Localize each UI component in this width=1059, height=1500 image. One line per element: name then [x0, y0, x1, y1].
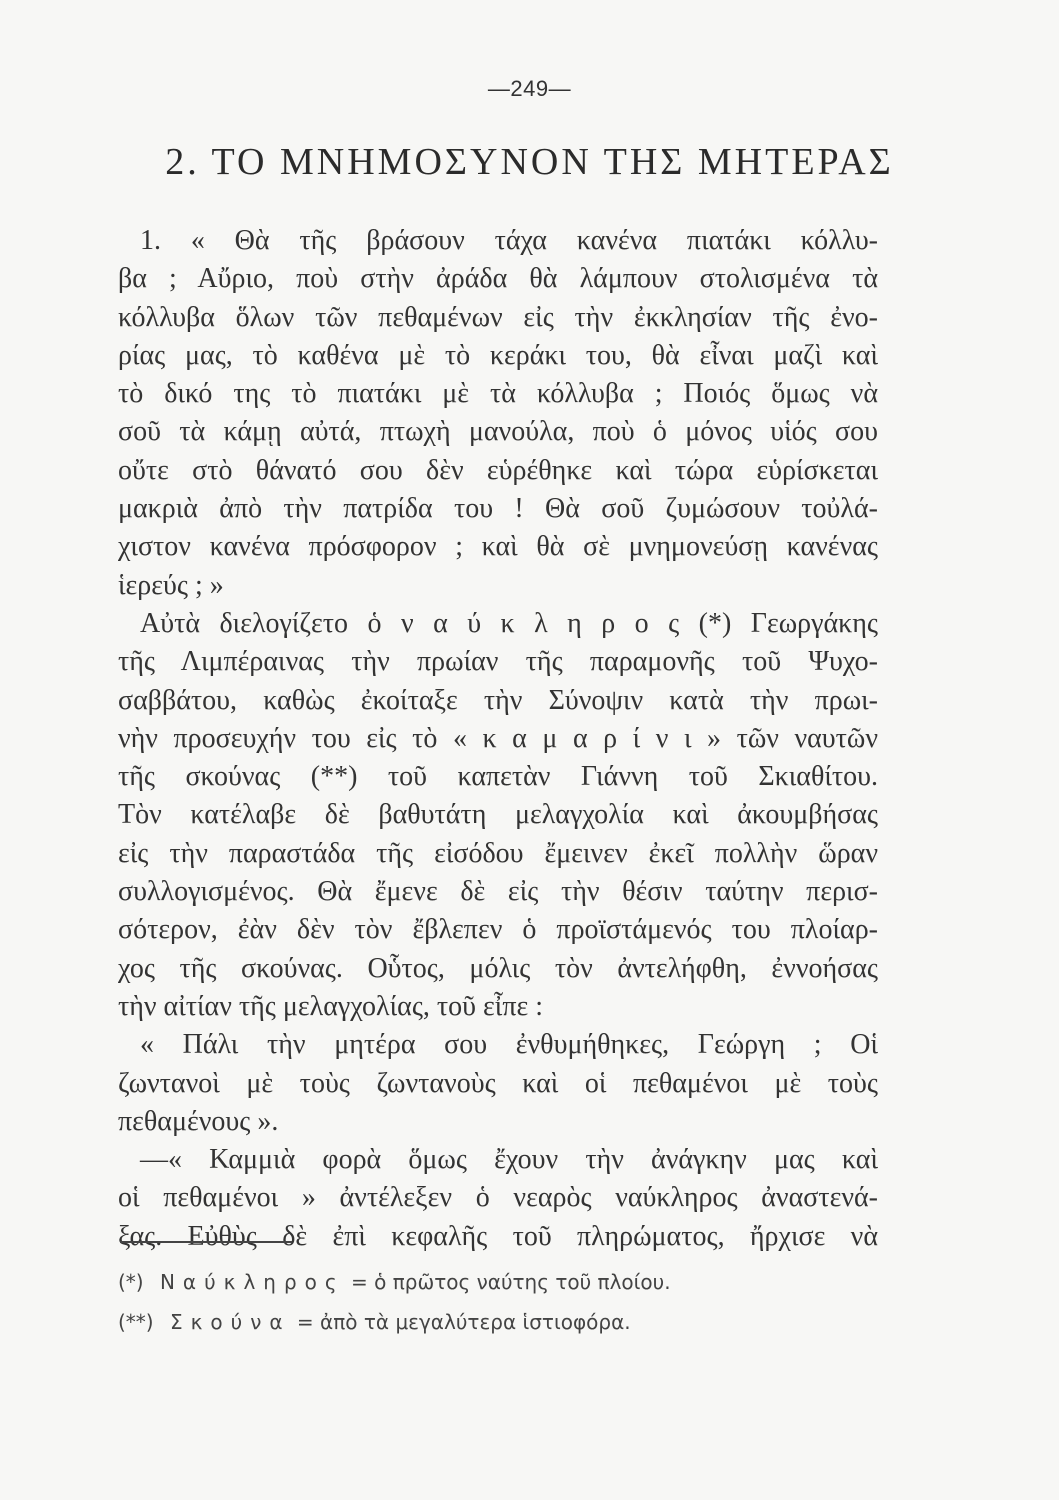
text-line: τὸ δικό της τὸ πιατάκι μὲ τὰ κόλλυβα ; Ποιός ὅμως νὰ — [118, 378, 878, 410]
footnote-mark: (*) — [118, 1270, 144, 1294]
text-line: μακριὰ ἀπὸ τὴν πατρίδα του ! Θὰ σοῦ ζυμώσουν τοὐλά- — [118, 493, 878, 525]
footnote — [118, 1262, 818, 1302]
text-line: 1. « Θὰ τῆς βράσουν τάχα κανένα πιατάκι κόλλυ- — [140, 225, 878, 256]
text-line: βα ; Αὔριο, ποὺ στὴν ἀράδα θὰ λάμπουν στολισμένα τὰ — [118, 263, 878, 295]
body-text — [118, 222, 878, 1256]
text-line: « Πάλι τὴν μητέρα σου ἐνθυμήθηκες, Γεώργη ; Οἱ — [140, 1029, 878, 1061]
footnote-definition: = ἀπὸ τὰ μεγαλύτερα ἱστιοφόρα. — [296, 1310, 631, 1334]
text-line: σοῦ τὰ κάμῃ αὐτά, πτωχὴ μανούλα, ποὺ ὁ μόνος υἱός σου — [118, 416, 878, 448]
text-line: οὔτε στὸ θάνατό σου δὲν εὑρέθηκε καὶ τώρα εὑρίσκεται — [118, 454, 878, 486]
footnote-term: Ναύκληρος — [159, 1270, 345, 1294]
text-line: ξας. Εὐθὺς δὲ ἐπὶ κεφαλῆς τοῦ πληρώματος, ἤρχισε νὰ — [118, 1220, 878, 1252]
text-line: χιστον κανένα πρόσφορον ; καὶ θὰ σὲ μνημονεύσῃ κανένας — [118, 531, 878, 563]
text-line: —« Καμμιὰ φορὰ ὅμως ἔχουν τὴν ἀνάγκην μας καὶ — [140, 1144, 878, 1176]
footnote-definition: = ὁ πρῶτος ναύτης τοῦ πλοίου. — [351, 1270, 671, 1294]
footnote-divider — [120, 1241, 292, 1243]
text-line: τῆς σκούνας (**) τοῦ καπετὰν Γιάννη τοῦ Σκιαθίτου. — [118, 761, 878, 793]
text-line: σαββάτου, καθὼς ἐκοίταξε τὴν Σύνοψιν κατὰ τὴν πρωι- — [118, 684, 878, 716]
text-line: συλλογισμένος. Θὰ ἔμενε δὲ εἰς τὴν θέσιν ταύτην περισ- — [118, 876, 878, 908]
text-line: εἰς τὴν παραστάδα τῆς εἰσόδου ἔμεινεν ἐκεῖ πολλὴν ὥραν — [118, 837, 878, 869]
text-line: τὴν αἰτίαν τῆς μελαγχολίας, τοῦ εἶπε : — [118, 990, 544, 1022]
chapter-title: 2. ΤΟ ΜΝΗΜΟΣΥΝΟΝ ΤΗΣ ΜΗΤΕΡΑΣ — [165, 141, 894, 183]
text-line: σότερον, ἐὰν δὲν τὸν ἔβλεπεν ὁ προϊστάμενός του πλοίαρ- — [118, 914, 878, 946]
text-line: πεθαμένους ». — [118, 1105, 279, 1137]
footnote — [118, 1302, 818, 1342]
text-line: ζωντανοὶ μὲ τοὺς ζωντανοὺς καὶ οἱ πεθαμένοι μὲ τοὺς — [118, 1067, 878, 1099]
text-line: ρίας μας, τὸ καθένα μὲ τὸ κεράκι του, θὰ εἶναι μαζὶ καὶ — [118, 339, 878, 371]
text-line: ἱερεύς ; » — [118, 569, 224, 601]
text-line: Τὸν κατέλαβε δὲ βαθυτάτη μελαγχολία καὶ ἀκουμβήσας — [118, 799, 878, 831]
text-line: τῆς Λιμπέραινας τὴν πρωίαν τῆς παραμονῆς τοῦ Ψυχο- — [118, 646, 878, 678]
text-line: χος τῆς σκούνας. Οὗτος, μόλις τὸν ἀντελήφθη, ἐννοήσας — [118, 952, 878, 984]
footnote-mark: (**) — [118, 1310, 154, 1334]
footnotes — [118, 1262, 818, 1342]
text-line: Αὐτὰ διελογίζετο ὁ ν α ύ κ λ η ρ ο ς (*) Γεωργάκης — [140, 607, 878, 639]
text-line: νὴν προσευχήν του εἰς τὸ « κ α μ α ρ ί ν ι » τῶν ναυτῶν — [118, 722, 878, 754]
text-line: κόλλυβα ὅλων τῶν πεθαμένων εἰς τὴν ἐκκλησίαν τῆς ἐνο- — [118, 301, 878, 333]
footnote-term: Σκούνα — [169, 1310, 291, 1334]
text-line: οἱ πεθαμένοι » ἀντέλεξεν ὁ νεαρὸς ναύκληρος ἀναστενά- — [118, 1182, 878, 1214]
page-number: —249— — [487, 76, 572, 101]
